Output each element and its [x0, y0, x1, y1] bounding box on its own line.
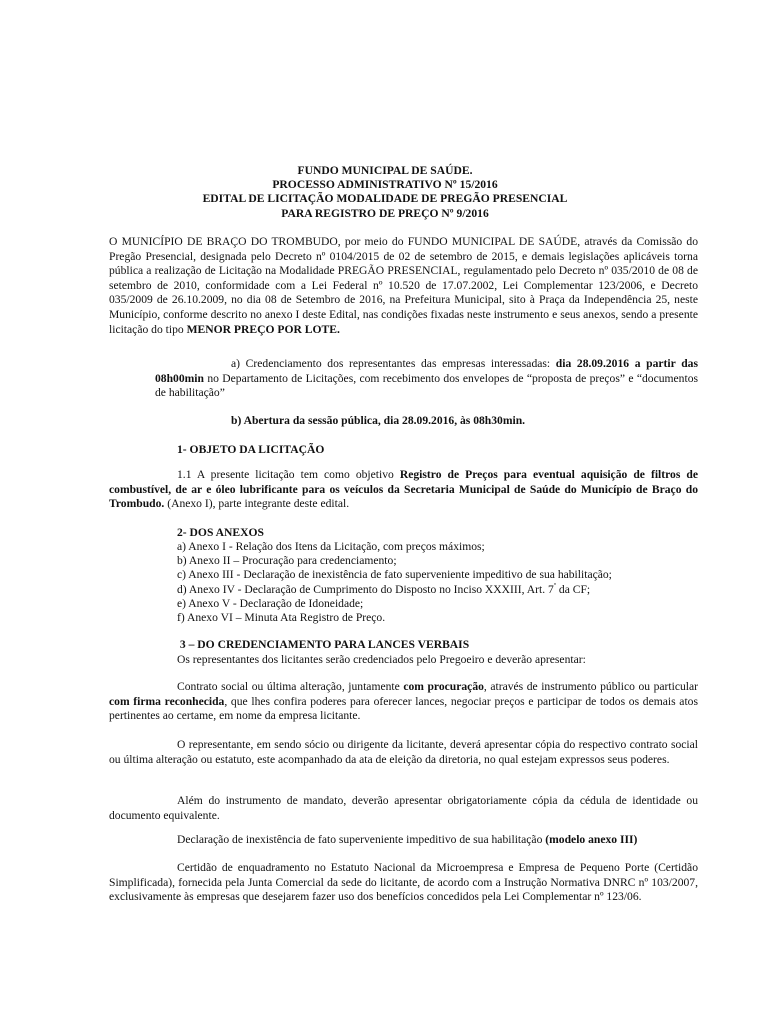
p1-text-c: , através de instrumento público ou particular	[483, 680, 698, 693]
section-1-post: (Anexo I), parte integrante deste edital.	[164, 497, 350, 511]
annex-item-sup: º	[553, 581, 556, 590]
item-a-suffix: no Departamento de Licitações, com recebimento dos envelopes de “proposta de preços” e “documentos de habilitação”	[155, 371, 698, 400]
p1-bold-procuracao: com procuração	[403, 680, 484, 693]
section-3-paragraph-1	[109, 680, 698, 724]
section-3-paragraph-5: Certidão de enquadramento no Estatuto Nacional da Microempresa e Empresa de Pequeno Porte (Certidão Simplificada), fornecida pela Junta Comercial da sede do licitante, de acordo com a Instrução Normativa DNRC nº 103/2007, exclusivamente às empresas que desejarem fazer uso dos benefícios concedidos pela Lei Complementar nº 123/06.	[109, 861, 698, 904]
document-header	[0, 164, 770, 221]
annex-item: e) Anexo V - Declaração de Idoneidade;	[177, 596, 364, 610]
header-line-2: PROCESSO ADMINISTRATIVO Nº 15/2016	[272, 178, 498, 192]
header-line-1: FUNDO MUNICIPAL DE SAÚDE.	[297, 164, 473, 177]
section-1-pre: 1.1 A presente licitação tem como objetivo	[177, 468, 400, 481]
header-line-3: EDITAL DE LICITAÇÃO MODALIDADE DE PREGÃO PRESENCIAL	[202, 192, 568, 206]
section-3-paragraph-2: O representante, em sendo sócio ou dirigente da licitante, deverá apresentar cópia do respectivo contrato social ou última alteração ou estatuto, este acompanhado da ata de eleição da diretoria, no qual estejam expressos seus poderes.	[109, 738, 698, 766]
section-3-paragraph-4	[109, 833, 698, 848]
item-b: b) Abertura da sessão pública, dia 28.09.2016, às 08h30min.	[231, 414, 526, 427]
header-line-4: PARA REGISTRO DE PREÇO Nº 9/2016	[281, 206, 489, 220]
p4-bold: (modelo anexo III)	[545, 833, 638, 846]
section-3-paragraph-3: Além do instrumento de mandato, deverão apresentar obrigatoriamente cópia da cédula de identidade ou documento equivalente.	[109, 794, 698, 822]
item-a-paragraph	[155, 357, 698, 401]
annex-item: b) Anexo II – Procuração para credenciamento;	[177, 554, 397, 568]
intro-paragraph	[109, 235, 698, 337]
section-1-title: 1- OBJETO DA LICITAÇÃO	[177, 443, 325, 456]
annex-item: a) Anexo I - Relação dos Itens da Licitação, com preços máximos;	[177, 540, 485, 553]
annex-item: f) Anexo VI – Minuta Ata Registro de Preço.	[177, 610, 386, 624]
p1-text-a: Contrato social ou última alteração, juntamente	[177, 680, 404, 693]
annex-item-text: d) Anexo IV - Declaração de Cumprimento do Disposto no Inciso XXXIII, Art. 7	[177, 582, 554, 596]
section-3-lead: Os representantes dos licitantes serão credenciados pelo Pregoeiro e deverão apresentar:	[177, 653, 586, 666]
intro-bold: MENOR PREÇO POR LOTE.	[186, 322, 340, 336]
annex-item	[177, 583, 707, 597]
section-2-title: 2- DOS ANEXOS	[177, 526, 264, 539]
item-a-bold: dia 28.09.2016 a partir das 08h00min	[155, 357, 698, 385]
p1-text-e: , que lhes confira poderes para oferecer lances, negociar preços e participar de todos os demais atos pertinentes ao certame, em nome da empresa licitante.	[109, 694, 698, 723]
annex-item: c) Anexo III - Declaração de inexistência de fato superveniente impeditivo de sua habilitação;	[177, 568, 612, 582]
p4-text: Declaração de inexistência de fato superveniente impeditivo de sua habilitação	[177, 833, 546, 846]
section-3-title: 3 – DO CREDENCIAMENTO PARA LANCES VERBAIS	[177, 638, 470, 651]
p1-bold-firma: com firma reconhecida	[109, 694, 225, 708]
section-1-bold: Registro de Preços para eventual aquisição de filtros de combustível, de ar e óleo lubrificante para os veículos da Secretaria Municipal de Saúde do Município de Braço do Trombudo.	[109, 468, 698, 511]
annex-item-tail: da CF;	[556, 582, 591, 596]
annex-list	[177, 540, 707, 625]
item-a-prefix: a) Credenciamento dos representantes das empresas interessadas:	[231, 357, 556, 370]
section-1-paragraph	[109, 468, 698, 512]
intro-text: O MUNICÍPIO DE BRAÇO DO TROMBUDO, por meio do FUNDO MUNICIPAL DE SAÚDE, através da Comissão do Pregão Presencial, designada pelo Decreto nº 0104/2015 de 02 de setembro de 2015, e demais legislações aplicáveis torna pública a realização de Licitação na Modalidade PREGÃO PRESENCIAL, regulamentado pelo Decreto nº 035/2010 de 08 de setembro de 2010, conformidade com a Lei Federal nº 10.520 de 17.07.2002, Lei Complementar 123/2006, e Decreto 035/2009 de 26.10.2009, no dia 08 de Setembro de 2016, na Prefeitura Municipal, sito à Praça da Independência 25, neste Município, conforme descrito no anexo I deste Edital, nas condições fixadas neste instrumento e seus anexos, sendo a presente licitação do tipo	[109, 235, 698, 336]
